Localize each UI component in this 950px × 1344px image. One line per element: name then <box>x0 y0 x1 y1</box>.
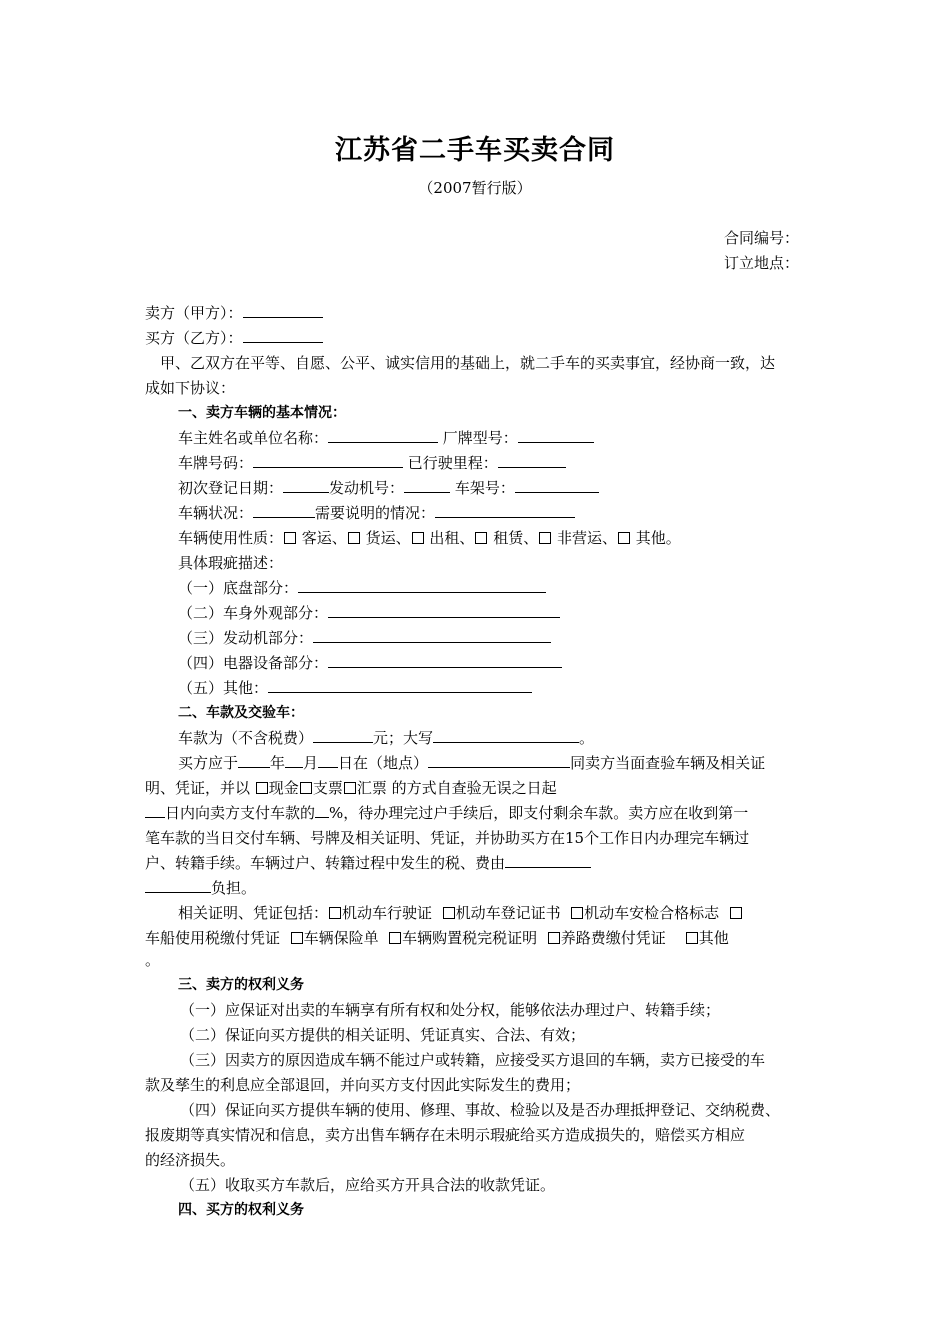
section-4-heading: 四、买方的权利义务 <box>178 1202 304 1218</box>
reg-date-blank[interactable] <box>283 478 329 493</box>
doc-option: 车船使用税缴付凭证 <box>145 929 281 947</box>
defect-body-blank[interactable] <box>328 603 560 618</box>
month-blank[interactable] <box>285 753 303 768</box>
usage-option: 租赁、 <box>493 529 539 547</box>
delivery-line: 笔车款的当日交付车辆、号牌及相关证明、凭证，并协助买方在15个工作日内办理完车辆过 <box>145 829 750 847</box>
doc-option: 机动车行驶证 <box>342 904 433 922</box>
defect-chassis-label: （一）底盘部分： <box>178 579 299 597</box>
usage-option: 其他。 <box>635 529 681 547</box>
days-blank[interactable] <box>145 803 165 818</box>
doc-checkbox[interactable] <box>389 932 401 944</box>
draft-checkbox[interactable] <box>344 782 356 794</box>
year-blank[interactable] <box>238 753 270 768</box>
price-words-label: 元；大写 <box>373 729 434 747</box>
doc-checkbox[interactable] <box>571 907 583 919</box>
doc-option: 机动车登记证书 <box>455 904 561 922</box>
intro-line-1: 甲、乙双方在平等、自愿、公平、诚实信用的基础上，就二手车的买卖事宜，经协商一致，达 <box>160 354 776 372</box>
fees-line-2 <box>145 878 256 898</box>
status-line <box>178 503 575 523</box>
doc-option: 车辆购置税完税证明 <box>402 929 538 947</box>
section-2-heading: 二、车款及交验车： <box>178 705 304 721</box>
doc-option: 养路费缴付凭证 <box>560 929 666 947</box>
defect-body-line <box>178 603 560 623</box>
section-1-heading: 一、卖方车辆的基本情况： <box>178 405 346 421</box>
contract-number-label: 合同编号： <box>724 229 800 247</box>
doc-option: 其他 <box>698 929 729 947</box>
buyer-blank[interactable] <box>243 328 323 343</box>
usage-checkbox[interactable] <box>539 532 551 544</box>
signing-place-label: 订立地点： <box>724 254 800 272</box>
usage-option: 客运、 <box>301 529 347 547</box>
intro-line-2: 成如下协议： <box>145 379 236 397</box>
text: 日在（地点） <box>338 754 429 772</box>
seller-duty-5: （五）收取买方车款后，应给买方开具合法的收款凭证。 <box>180 1176 556 1194</box>
text: 同卖方当面查验车辆及相关证 <box>570 754 766 772</box>
doc-checkbox[interactable] <box>730 907 742 919</box>
check-checkbox[interactable] <box>300 782 312 794</box>
price-blank[interactable] <box>313 728 373 743</box>
doc-option: 车辆保险单 <box>303 929 379 947</box>
contract-subtitle: （2007暂行版） <box>418 179 532 197</box>
text: 汇票 的方式自查验无误之日起 <box>356 779 557 797</box>
usage-option: 出租、 <box>429 529 475 547</box>
doc-checkbox[interactable] <box>291 932 303 944</box>
notes-blank[interactable] <box>435 503 575 518</box>
defect-chassis-blank[interactable] <box>298 578 546 593</box>
usage-checkbox[interactable] <box>618 532 630 544</box>
defect-electrical-label: （四）电器设备部分： <box>178 654 329 672</box>
defect-other-label: （五）其他： <box>178 679 269 697</box>
text: 支票 <box>312 779 343 797</box>
plate-label: 车牌号码： <box>178 454 254 472</box>
doc-checkbox[interactable] <box>443 907 455 919</box>
seller-duty-2: （二）保证向买方提供的相关证明、凭证真实、合法、有效； <box>180 1026 586 1044</box>
vin-blank[interactable] <box>515 478 599 493</box>
plate-blank[interactable] <box>253 453 403 468</box>
owner-blank[interactable] <box>328 428 438 443</box>
defect-body-label: （二）车身外观部分： <box>178 604 329 622</box>
regdate-engine-vin-line <box>178 478 599 498</box>
defect-electrical-blank[interactable] <box>328 653 562 668</box>
defect-other-blank[interactable] <box>268 678 532 693</box>
fees-payer-blank[interactable] <box>505 853 591 868</box>
reg-date-label: 初次登记日期： <box>178 479 284 497</box>
status-label: 车辆状况： <box>178 504 254 522</box>
notes-label: 需要说明的情况： <box>315 504 436 522</box>
price-end: 。 <box>579 729 595 747</box>
mileage-blank[interactable] <box>498 453 566 468</box>
usage-checkbox[interactable] <box>348 532 360 544</box>
model-label: 厂牌型号： <box>442 429 518 447</box>
payment-method-line <box>145 778 557 798</box>
seller-line <box>145 303 323 323</box>
owner-model-line <box>178 428 594 448</box>
location-blank[interactable] <box>428 753 570 768</box>
seller-duty-3a: （三）因卖方的原因造成车辆不能过户或转籍，应接受买方退回的车辆，卖方已接受的车 <box>180 1051 766 1069</box>
usage-line <box>178 528 681 548</box>
section-3-heading: 三、卖方的权利义务 <box>178 977 304 993</box>
usage-checkbox[interactable] <box>284 532 296 544</box>
usage-checkbox[interactable] <box>412 532 424 544</box>
owner-label: 车主姓名或单位名称： <box>178 429 329 447</box>
price-line <box>178 728 594 748</box>
seller-duty-1: （一）应保证对出卖的车辆享有所有权和处分权，能够依法办理过户、转籍手续； <box>180 1001 721 1019</box>
day-blank[interactable] <box>318 753 338 768</box>
defect-other-line <box>178 678 532 698</box>
text: %，待办理完过户手续后，即支付剩余车款。卖方应在收到第一 <box>329 804 749 822</box>
contract-title: 江苏省二手车买卖合同 <box>335 135 615 166</box>
doc-checkbox[interactable] <box>329 907 341 919</box>
seller-duty-4b: 报废期等真实情况和信息，卖方出售车辆存在未明示瑕疵给买方造成损失的，赔偿买方相应 <box>145 1126 746 1144</box>
payment-terms-line <box>145 803 748 823</box>
cash-checkbox[interactable] <box>256 782 268 794</box>
documents-line-2 <box>145 928 729 948</box>
text: 日内向卖方支付车款的 <box>165 804 316 822</box>
doc-checkbox[interactable] <box>686 932 698 944</box>
text: 相关证明、凭证包括： <box>178 904 329 922</box>
inspection-line <box>178 753 765 773</box>
plate-mileage-line <box>178 453 566 473</box>
seller-label: 卖方（甲方）： <box>145 304 243 322</box>
defect-chassis-line <box>178 578 546 598</box>
text: 明、凭证，并以 <box>145 779 251 797</box>
text: 现金 <box>268 779 299 797</box>
text: 月 <box>303 754 319 772</box>
usage-option: 货运、 <box>365 529 411 547</box>
documents-line <box>178 903 743 923</box>
price-words-blank[interactable] <box>433 728 579 743</box>
engine-blank[interactable] <box>404 478 450 493</box>
defect-engine-blank[interactable] <box>313 628 551 643</box>
defects-label: 具体瑕疵描述： <box>178 554 284 572</box>
engine-label: 发动机号： <box>329 479 405 497</box>
doc-checkbox[interactable] <box>548 932 560 944</box>
documents-end: 。 <box>145 951 161 969</box>
defect-electrical-line <box>178 653 562 673</box>
status-blank[interactable] <box>253 503 315 518</box>
percent-blank[interactable] <box>315 803 329 818</box>
seller-duty-4c: 的经济损失。 <box>145 1151 236 1169</box>
seller-duty-3b: 款及孳生的利息应全部退回，并向买方支付因此实际发生的费用； <box>145 1076 581 1094</box>
vin-label: 车架号： <box>454 479 515 497</box>
usage-option: 非营运、 <box>556 529 617 547</box>
model-blank[interactable] <box>518 428 594 443</box>
defect-engine-line <box>178 628 551 648</box>
doc-option: 机动车安检合格标志 <box>584 904 720 922</box>
text: 户、转籍手续。车辆过户、转籍过程中发生的税、费由 <box>145 854 506 872</box>
price-label: 车款为（不含税费） <box>178 729 314 747</box>
text: 负担。 <box>211 879 257 897</box>
buyer-line <box>145 328 323 348</box>
fees-line <box>145 853 591 873</box>
seller-blank[interactable] <box>243 303 323 318</box>
defect-engine-label: （三）发动机部分： <box>178 629 314 647</box>
mileage-label: 已行驶里程： <box>407 454 498 472</box>
fees-payer-blank-2[interactable] <box>145 878 211 893</box>
text: 年 <box>270 754 286 772</box>
usage-label: 车辆使用性质： <box>178 529 284 547</box>
buyer-label: 买方（乙方）： <box>145 329 243 347</box>
text: 买方应于 <box>178 754 239 772</box>
seller-duty-4a: （四）保证向买方提供车辆的使用、修理、事故、检验以及是否办理抵押登记、交纳税费、 <box>180 1101 781 1119</box>
usage-checkbox[interactable] <box>475 532 487 544</box>
